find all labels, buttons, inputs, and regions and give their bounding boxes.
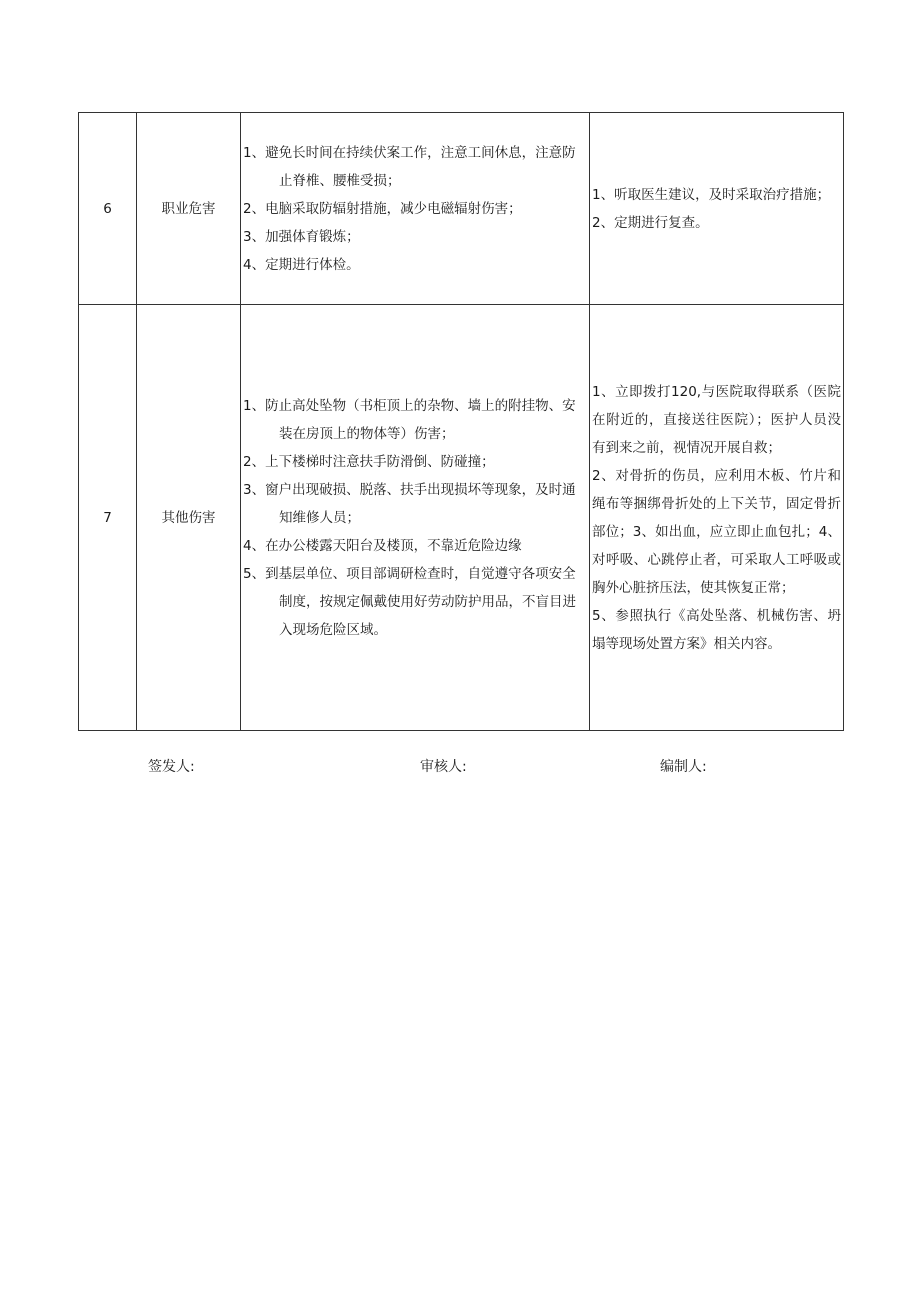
measure-item: 2、电脑采取防辐射措施，减少电磁辐射伤害； — [243, 200, 522, 217]
measure-item: 5、到基层单位、项目部调研检查时，自觉遵守各项安全制度，按规定佩戴使用好劳动防护用品，不盲目进入现场危险区域。 — [243, 565, 576, 638]
response-item: 2、对骨折的伤员，应利用木板、竹片和绳布等捆绑骨折处的上下关节，固定骨折部位；3、如出血，应立即止血包扎；4、对呼吸、心跳停止者，可采取人工呼吸或胸外心脏挤压法，使其恢复正常； — [592, 467, 841, 596]
hazard-type: 职业危害 — [137, 113, 241, 305]
emergency-response — [590, 305, 844, 731]
measure-item: 3、加强体育锻炼； — [243, 228, 360, 245]
table-row — [79, 305, 844, 731]
response-item: 2、定期进行复查。 — [592, 214, 709, 231]
measure-item: 1、防止高处坠物（书柜顶上的杂物、墙上的附挂物、安装在房顶上的物体等）伤害； — [243, 397, 576, 442]
prevention-measures — [241, 305, 590, 731]
row-number: 6 — [79, 113, 137, 305]
measure-item: 1、避免长时间在持续伏案工作，注意工间休息，注意防止脊椎、腰椎受损； — [243, 144, 576, 189]
response-item: 5、参照执行《高处坠落、机械伤害、坍塌等现场处置方案》相关内容。 — [592, 607, 841, 652]
response-item: 1、立即拨打120,与医院取得联系（医院在附近的，直接送往医院）；医护人员没有到来之前，视情况开展自救； — [592, 383, 841, 456]
measure-item: 4、定期进行体检。 — [243, 256, 360, 273]
compiler-label: 编制人: — [660, 759, 707, 775]
prevention-measures — [241, 113, 590, 305]
response-item: 1、听取医生建议，及时采取治疗措施； — [592, 186, 831, 203]
risk-measures-table — [78, 112, 844, 731]
row-number: 7 — [79, 305, 137, 731]
table-row — [79, 113, 844, 305]
measure-item: 4、在办公楼露天阳台及楼顶，不靠近危险边缘 — [243, 537, 522, 554]
measure-item: 2、上下楼梯时注意扶手防滑倒、防碰撞； — [243, 453, 495, 470]
measure-item: 3、窗户出现破损、脱落、扶手出现损坏等现象，及时通知维修人员； — [243, 481, 576, 526]
hazard-type: 其他伤害 — [137, 305, 241, 731]
issuer-label: 签发人: — [148, 759, 195, 775]
reviewer-label: 审核人: — [420, 759, 467, 775]
signature-line — [0, 756, 920, 780]
emergency-response — [590, 113, 844, 305]
